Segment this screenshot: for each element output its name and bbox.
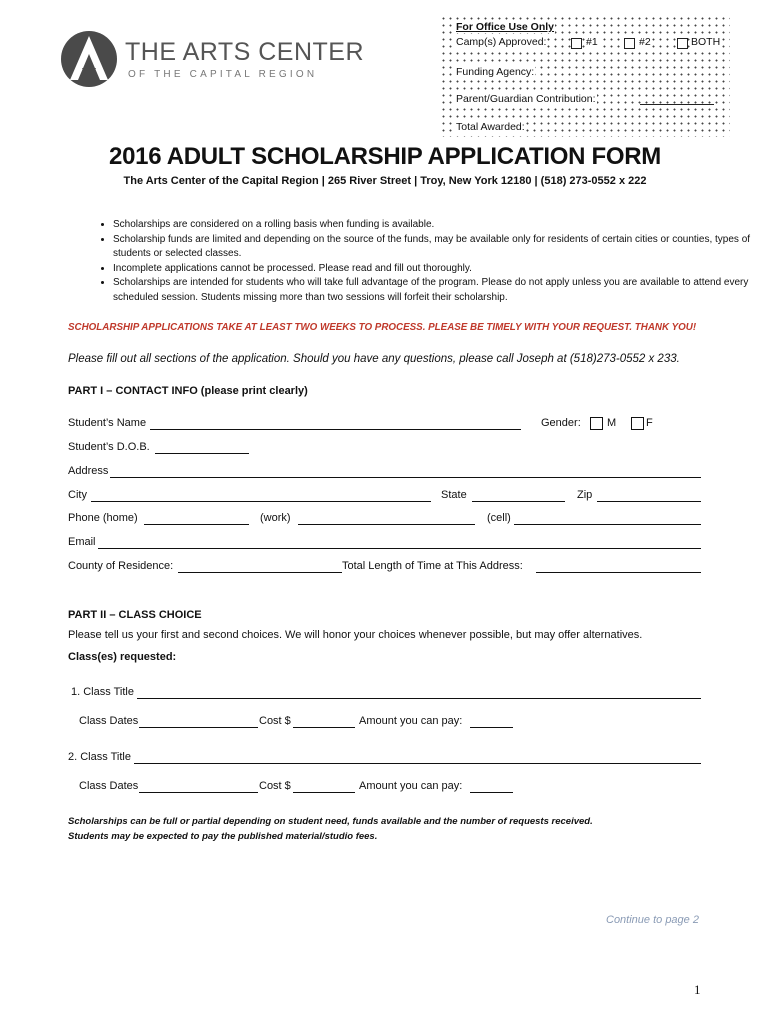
processing-warning: SCHOLARSHIP APPLICATIONS TAKE AT LEAST TWO WEEKS TO PROCESS. PLEASE BE TIMELY WITH YOUR REQUEST. THANK YOU! bbox=[68, 322, 697, 333]
camps-approved-label: Camp(s) Approved: bbox=[456, 36, 547, 48]
phone-work-label: (work) bbox=[260, 512, 291, 524]
camp-both-checkbox[interactable] bbox=[677, 38, 688, 49]
zip-field[interactable] bbox=[597, 501, 701, 502]
rule-item: • Incomplete applications cannot be processed. Please read and fill out thoroughly. bbox=[113, 262, 753, 277]
class2-cost-field[interactable] bbox=[293, 792, 355, 793]
rule-item: • Scholarship funds are limited and depending on the source of the funds, may be available only for residents of certain cities or counties, types of students or selected classes. bbox=[113, 233, 753, 262]
arts-center-logo-icon bbox=[60, 30, 118, 88]
class2-title-label: 2. Class Title bbox=[68, 751, 131, 763]
fees-note: Students may be expected to pay the published material/studio fees. bbox=[68, 831, 378, 842]
class1-title-field[interactable] bbox=[137, 698, 701, 699]
logo-title: THE ARTS CENTER bbox=[125, 38, 365, 66]
class2-dates-label: Class Dates bbox=[79, 780, 139, 792]
rule-item: • Scholarships are considered on a rolling basis when funding is available. bbox=[113, 218, 753, 233]
parent-contribution-field[interactable] bbox=[640, 104, 714, 105]
class1-cost-label: Cost $ bbox=[259, 715, 291, 727]
classes-requested-label: Class(es) requested: bbox=[68, 651, 177, 663]
rule-item: • Scholarships are intended for students who will take full advantage of the program. Please do not apply unless you are available to attend every scheduled session. Students missing more than two sessions will forfeit their scholarship. bbox=[113, 276, 753, 305]
class1-dates-field[interactable] bbox=[139, 727, 258, 728]
student-name-label: Student’s Name bbox=[68, 417, 147, 429]
camp-both-label: BOTH bbox=[691, 36, 721, 48]
address-field[interactable] bbox=[110, 477, 701, 478]
phone-home-field[interactable] bbox=[144, 524, 249, 525]
part2-heading: PART II – CLASS CHOICE bbox=[68, 609, 202, 621]
logo-subtitle: OF THE CAPITAL REGION bbox=[128, 69, 318, 80]
office-use-box bbox=[440, 15, 730, 137]
gender-label: Gender: bbox=[541, 417, 581, 429]
class2-title-field[interactable] bbox=[134, 763, 701, 764]
camp-2-label: #2 bbox=[639, 36, 651, 48]
rules-list bbox=[68, 218, 753, 305]
page-number: 1 bbox=[694, 982, 701, 997]
zip-label: Zip bbox=[577, 489, 593, 501]
address-label: Address bbox=[68, 465, 109, 477]
class1-amount-label: Amount you can pay: bbox=[359, 715, 463, 727]
phone-cell-field[interactable] bbox=[514, 524, 701, 525]
class2-cost-label: Cost $ bbox=[259, 780, 291, 792]
phone-work-field[interactable] bbox=[298, 524, 475, 525]
length-field[interactable] bbox=[536, 572, 701, 573]
total-awarded-label: Total Awarded: bbox=[456, 121, 525, 133]
instructions-text: Please fill out all sections of the application. Should you have any questions, please call Joseph at (518)273-0552 x 233. bbox=[68, 353, 680, 365]
email-label: Email bbox=[68, 536, 96, 548]
camp-1-checkbox[interactable] bbox=[571, 38, 582, 49]
gender-m-label: M bbox=[607, 417, 617, 429]
class1-amount-field[interactable] bbox=[470, 727, 513, 728]
funding-agency-label: Funding Agency: bbox=[456, 66, 535, 78]
city-field[interactable] bbox=[91, 501, 431, 502]
dob-field[interactable] bbox=[155, 453, 249, 454]
class1-title-label: 1. Class Title bbox=[71, 686, 134, 698]
class2-amount-field[interactable] bbox=[470, 792, 513, 793]
length-label: Total Length of Time at This Address: bbox=[342, 560, 523, 572]
class2-amount-label: Amount you can pay: bbox=[359, 780, 463, 792]
gender-f-label: F bbox=[646, 417, 653, 429]
part1-heading: PART I – CONTACT INFO (please print clearly) bbox=[68, 385, 308, 397]
state-label: State bbox=[441, 489, 467, 501]
camp-1-label: #1 bbox=[586, 36, 598, 48]
class1-dates-label: Class Dates bbox=[79, 715, 139, 727]
camp-2-checkbox[interactable] bbox=[624, 38, 635, 49]
parent-contribution-label: Parent/Guardian Contribution: bbox=[456, 93, 596, 105]
city-label: City bbox=[68, 489, 87, 501]
email-field[interactable] bbox=[98, 548, 701, 549]
state-field[interactable] bbox=[472, 501, 565, 502]
gender-f-checkbox[interactable] bbox=[631, 417, 644, 430]
continue-text: Continue to page 2 bbox=[606, 914, 699, 926]
gender-m-checkbox[interactable] bbox=[590, 417, 603, 430]
form-title: 2016 ADULT SCHOLARSHIP APPLICATION FORM bbox=[109, 143, 661, 170]
part2-intro: Please tell us your first and second choices. We will honor your choices whenever possible, but may offer alternatives. bbox=[68, 629, 643, 641]
office-use-title: For Office Use Only bbox=[456, 21, 555, 33]
phone-cell-label: (cell) bbox=[487, 512, 511, 524]
dob-label: Student’s D.O.B. bbox=[68, 441, 150, 453]
phone-home-label: Phone (home) bbox=[68, 512, 138, 524]
county-field[interactable] bbox=[178, 572, 342, 573]
class2-dates-field[interactable] bbox=[139, 792, 258, 793]
county-label: County of Residence: bbox=[68, 560, 174, 572]
scholarship-note: Scholarships can be full or partial depending on student need, funds available and the number of requests received. bbox=[68, 816, 593, 827]
class1-cost-field[interactable] bbox=[293, 727, 355, 728]
student-name-field[interactable] bbox=[150, 429, 521, 430]
address-line: The Arts Center of the Capital Region | 265 River Street | Troy, New York 12180 | (518) 273-0552 x 222 bbox=[123, 175, 647, 187]
